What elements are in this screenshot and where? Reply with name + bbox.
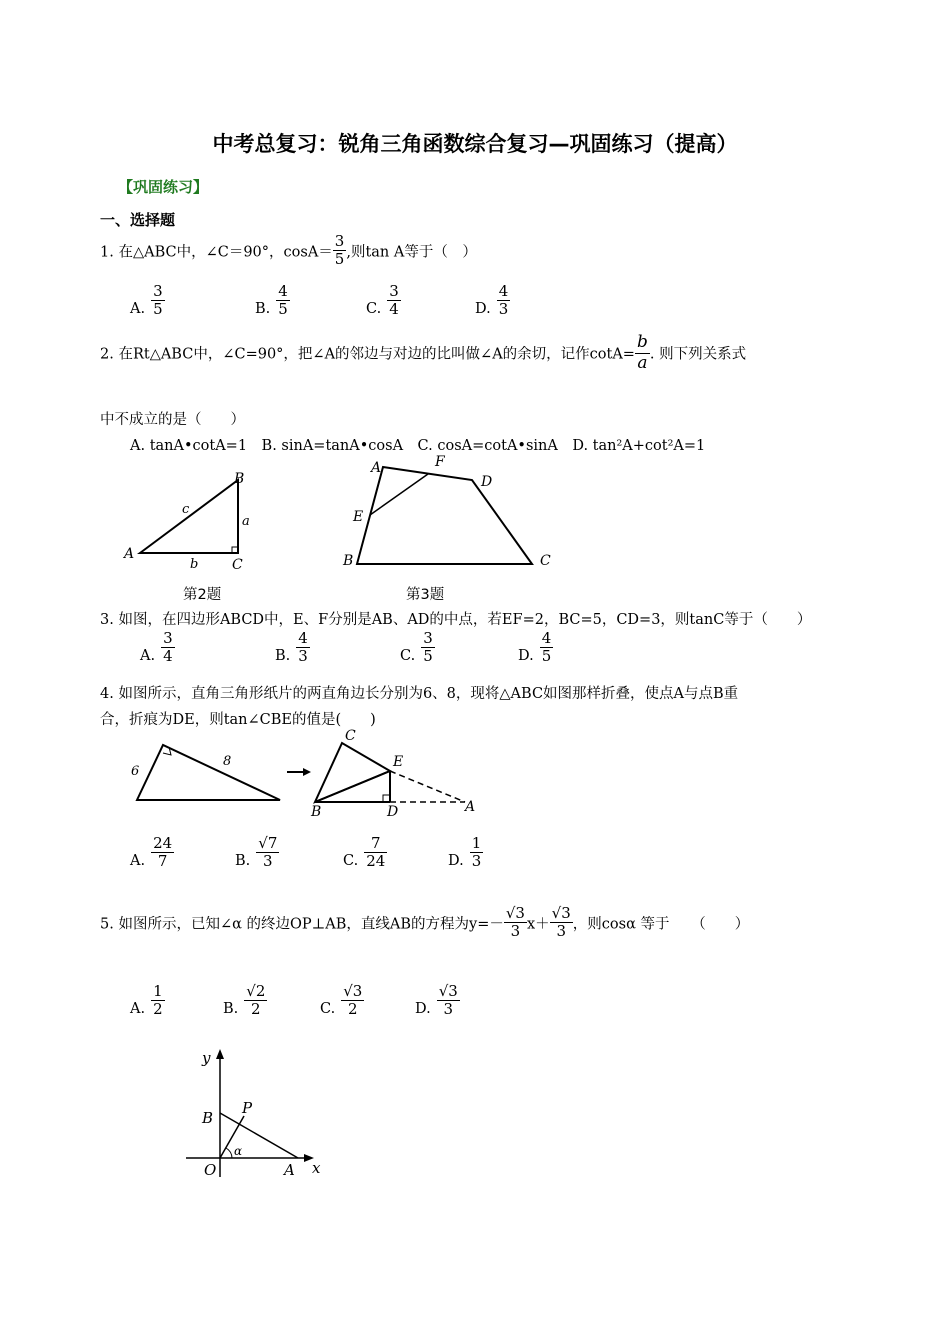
question-2-line2: 中不成立的是（ ） [100, 412, 245, 428]
q1-text-before: 1. 在△ABC中，∠C＝90°，cosA＝ [100, 244, 333, 261]
q1-option-d: D. $\frac{4}{3}$ [475, 282, 509, 319]
fig2-label-b: B [234, 471, 245, 487]
q5-option-c: C. $\frac{√3}{2}$ [320, 982, 363, 1019]
fig2-side-b: b [190, 557, 199, 572]
q4-option-a: A. $\frac{24}{7}$ [130, 834, 173, 871]
q1-fraction: $\frac{3}{5}$ [334, 232, 345, 269]
q5-option-b: B. $\frac{√2}{2}$ [223, 982, 266, 1019]
page-title: 中考总复习：锐角三角函数综合复习—巩固练习（提高） [212, 132, 738, 156]
q5-fraction-1: $\frac{√3}{3}$ [505, 904, 525, 941]
fig5-label-p: P [242, 1099, 253, 1117]
q4-option-b: B. $\frac{√7}{3}$ [235, 834, 278, 871]
fig3-label-b: B [343, 553, 354, 569]
fig4-label-b: B [311, 804, 322, 820]
fig2-caption: 第2题 [183, 587, 222, 603]
q1-option-b: B. $\frac{4}{5}$ [255, 282, 288, 319]
fig3-label-e: E [353, 509, 364, 525]
fig4-label-c: C [345, 728, 356, 744]
q5-fraction-2: $\frac{√3}{3}$ [551, 904, 571, 941]
q1-option-c: C. $\frac{3}{4}$ [366, 282, 399, 319]
question-4-line1: 4. 如图所示，直角三角形纸片的两直角边长分别为6、8，现将△ABC如图那样折叠，使点A与点B重 [100, 686, 739, 702]
fig3-caption: 第3题 [406, 587, 445, 603]
question-3: 3. 如图，在四边形ABCD中，E、F分别是AB、AD的中点，若EF=2，BC=5，CD=3，则tanC等于（ ） [100, 612, 812, 628]
fig3-label-c: C [540, 553, 551, 569]
fig5-label-y: y [202, 1049, 211, 1067]
figure-q5-axes [180, 1045, 340, 1185]
q1-text-after: ,则tan A等于（ ） [346, 244, 477, 261]
q4-option-d: D. $\frac{1}{3}$ [448, 834, 482, 871]
fig4-side-6: 6 [131, 764, 140, 779]
q5-option-d: D. $\frac{√3}{3}$ [415, 982, 458, 1019]
fig3-label-a: A [371, 460, 382, 476]
q1-option-a: A. $\frac{3}{5}$ [130, 282, 163, 319]
fig5-label-alpha: α [234, 1144, 243, 1158]
q2-options: A. tanA•cotA=1 B. sinA=tanA•cosA C. cosA=cotA•sinA D. tan²A+cot²A=1 [130, 438, 706, 454]
fig2-label-c: C [232, 557, 243, 573]
fig2-label-a: A [124, 546, 135, 562]
fig5-label-b: B [202, 1109, 214, 1127]
figure-q2-triangle [120, 468, 270, 578]
question-5: 5. 如图所示，已知∠α 的终边OP⊥AB，直线AB的方程为y=－ $\frac{√3}{3}$ x＋ $\frac{√3}{3}$ ，则cosα 等于 （ ） [100, 904, 750, 941]
question-4-line2: 合，折痕为DE，则tan∠CBE的值是( ) [100, 712, 376, 728]
q3-option-d: D. $\frac{4}{5}$ [518, 629, 552, 666]
question-2: 2. 在Rt△ABC中，∠C=90°，把∠A的邻边与对边的比叫做∠A的余切，记作cotA= $\frac{b}{a}$ . 则下列关系式 [100, 332, 747, 373]
fig2-side-a: a [242, 514, 250, 529]
section-heading: 一、选择题 [100, 211, 176, 229]
question-1 [100, 233, 477, 269]
fig4-label-e: E [393, 754, 404, 770]
fig4-label-d: D [387, 804, 399, 820]
figure-q4-fold [125, 725, 485, 820]
fig5-label-x: x [312, 1159, 321, 1177]
q3-option-c: C. $\frac{3}{5}$ [400, 629, 433, 666]
section-tag: 【巩固练习】 [118, 178, 209, 196]
figure-q3-quadrilateral [335, 452, 565, 577]
q2-fraction: $\frac{b}{a}$ [636, 332, 648, 373]
q5-option-a: A. $\frac{1}{2}$ [130, 982, 163, 1019]
fig5-label-a: A [284, 1161, 295, 1179]
fig2-side-c: c [182, 502, 190, 517]
q3-option-a: A. $\frac{3}{4}$ [140, 629, 173, 666]
fig4-label-a: A [465, 799, 476, 815]
fig4-side-8: 8 [223, 754, 232, 769]
q3-option-b: B. $\frac{4}{3}$ [275, 629, 308, 666]
fig3-label-d: D [481, 474, 493, 490]
q4-option-c: C. $\frac{7}{24}$ [343, 834, 386, 871]
fig3-label-f: F [435, 454, 445, 470]
fig5-label-o: O [204, 1161, 217, 1179]
